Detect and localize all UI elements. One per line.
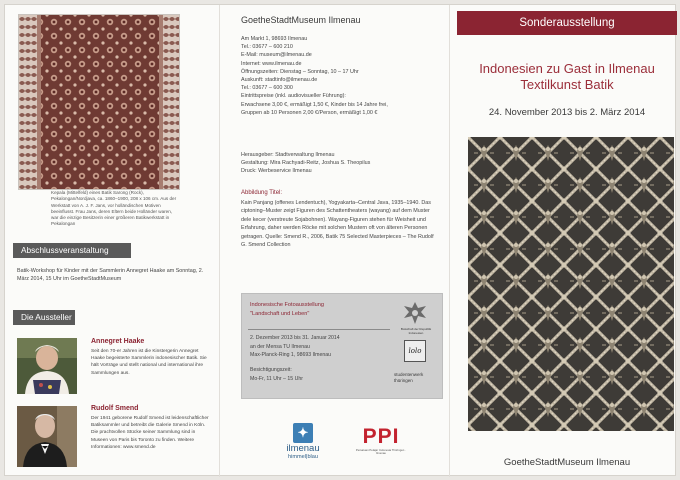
venue-line: an der Mensa TU Ilmenau xyxy=(250,343,310,350)
cover-image-description: Kain Panjang (offenes Lendentuch), Yogyakarta–Central Java, 1935–1940. Das ciptoning–Muster zeigt Figuren des Schattentheaters (wayang) auf dem Muster dele kecer (verstreute Sojabohnen). Wayang-Figuren stehen für Weisheit und Erfahrung, daher werden Röcke mit solchen Mustern oft von älteren Personen getragen. Quelle: Smend R., 2006, Batik 75 Selected Masterpieces – The Rudolf G. Smend Collection xyxy=(241,200,434,249)
fold-line-right xyxy=(449,5,450,477)
photo-exhibition-box xyxy=(241,293,443,399)
prices-heading: Eintrittspreise (inkl. audiovisueller Führung): xyxy=(241,93,346,100)
dates-line: 2. Dezember 2013 bis 31. Januar 2014 xyxy=(250,335,340,341)
brochure-sheet xyxy=(4,4,676,476)
embassy-label: Botschaft der Republik Indonesien xyxy=(400,327,432,335)
finale-text: Batik-Workshop für Kinder mit der Sammlerin Annegret Haake am Sonntag, 2. März 2014, 15 Uhr im GoetheStadtMuseum xyxy=(17,268,204,283)
museum-title: GoetheStadtMuseum Ilmenau xyxy=(241,15,361,25)
headline-line2: Textilkunst Batik xyxy=(520,77,614,92)
fold-line-left xyxy=(219,5,220,477)
ppi-logo xyxy=(351,425,411,456)
website-line[interactable]: Internet: www.ilmenau.de xyxy=(241,60,302,67)
special-exhibition-banner: Sonderausstellung xyxy=(457,11,677,35)
headline-line1: Indonesien zu Gast in Ilmenau xyxy=(479,61,655,76)
exhibitor-name-smend: Rudolf Smend xyxy=(91,405,139,412)
studentenwerk-line1: studentenwerk xyxy=(394,372,424,377)
photo-exhibition-hours xyxy=(250,366,390,383)
batik-cover-image xyxy=(468,137,674,431)
studentenwerk-logo xyxy=(394,372,440,383)
exhibitor-bio-smend: Der 1941 geborene Rudolf Smend ist leidenschaftlicher Batiksammler und betreibt die Galerie Smend in Köln. Die prachtvollen Stücke seiner Sammlung sind in Museen von Paris bis Toronto zu finden. Weitere Informationen: www.smend.de xyxy=(91,416,209,450)
ppi-logo-mark: PPI xyxy=(362,425,400,448)
ilmenau-figure-icon: ✦ xyxy=(293,423,313,443)
embassy-emblem-icon xyxy=(400,300,432,335)
rudolf-smend-photo xyxy=(17,406,77,467)
photo-exhibition-title xyxy=(250,301,390,318)
phone-line: Tel.: 03677 – 600 210 xyxy=(241,44,293,51)
exhibitor-bio-haake: Seit den 70-er Jahren ist die Kinstergerin Annegret Haake begeisterte Sammlerin indonesischer Batik. Sie hält Vorträge und stellt national und international ihre Sammlungen aus. xyxy=(91,349,207,376)
venue-address-line: Max-Planck-Ring 1, 98693 Ilmenau xyxy=(250,352,332,358)
info-email-line[interactable]: Auskunft: stadtinfo@ilmenau.de xyxy=(241,77,318,84)
annegret-haake-photo xyxy=(17,338,77,394)
cover-image-heading: Abbildung Titel: xyxy=(241,190,283,196)
footer-museum-name: GoetheStadtMuseum Ilmenau xyxy=(503,457,631,468)
finale-heading: Abschlussveranstaltung xyxy=(13,243,131,258)
studentenwerk-line2: thüringen xyxy=(394,377,413,383)
opening-hours-line: Öffnungszeiten: Dienstag – Sonntag, 10 – 17 Uhr xyxy=(241,68,359,75)
exhibition-dates: 24. November 2013 bis 2. März 2014 xyxy=(488,107,646,118)
divider xyxy=(248,329,390,330)
exhibitor-name-haake: Annegret Haake xyxy=(91,338,145,345)
prices-groups: Gruppen ab 10 Personen 2,00 €/Person, ermäßigt 1,00 € xyxy=(241,109,378,116)
publisher-line: Herausgeber: Stadtverwaltung Ilmenau xyxy=(241,152,335,158)
ilmenau-logo-name: ilmenau xyxy=(286,443,320,454)
print-line: Druck: Werbeservice Ilmenau xyxy=(241,168,312,175)
exhibition-headline xyxy=(457,61,677,93)
ilmenau-logo-tagline: himmel|blau xyxy=(287,454,319,460)
publisher-block xyxy=(241,151,441,176)
address-block xyxy=(241,35,441,117)
prices-adults: Erwachsene 3,00 €, ermäßigt 1,50 €, Kinder bis 14 Jahre frei, xyxy=(241,101,388,108)
hours-label: Besichtigungszeit: xyxy=(250,367,292,373)
address-line: Am Markt 1, 98693 Ilmenau xyxy=(241,36,308,42)
batik-sarong-image xyxy=(18,14,180,190)
image-caption: Kepala (Mittelfeld) eines Batik Sarong (Rock), Pekalongan/Nordjava, ca. 1860–1900, 208 x 106 cm. Aus der Werkstatt von A. J. F. Jans, vor holländischen Motiven beeinflusst. Frau Jans, deren Eltern beide Holländer waren, war die einzige Besitzerin einer größeren Batikwerkstatt in Pekalongan xyxy=(51,190,177,227)
ppi-logo-subtitle: Persatuan Pelajar Indonesia Thüringen · Ilmenau xyxy=(355,448,407,456)
exhibitors-heading: Die Aussteller xyxy=(13,310,75,325)
email-line[interactable]: E-Mail: museum@ilmenau.de xyxy=(241,52,312,59)
hours-value: Mo-Fr, 11 Uhr – 15 Uhr xyxy=(250,375,303,382)
photo-exhibition-title-line2: "Landschaft und Leben" xyxy=(250,310,310,317)
info-phone-line: Tel.: 03677 – 600 300 xyxy=(241,85,293,92)
ilmenau-logo xyxy=(273,423,333,461)
photo-exhibition-dates xyxy=(250,334,390,360)
signature-logo: lolo xyxy=(404,340,426,362)
design-line: Gestaltung: Mira Rachyadi-Reitz, Joshua S. Theopilus xyxy=(241,160,371,167)
photo-exhibition-title-line1: Indonesische Fotoausstellung xyxy=(250,302,325,308)
